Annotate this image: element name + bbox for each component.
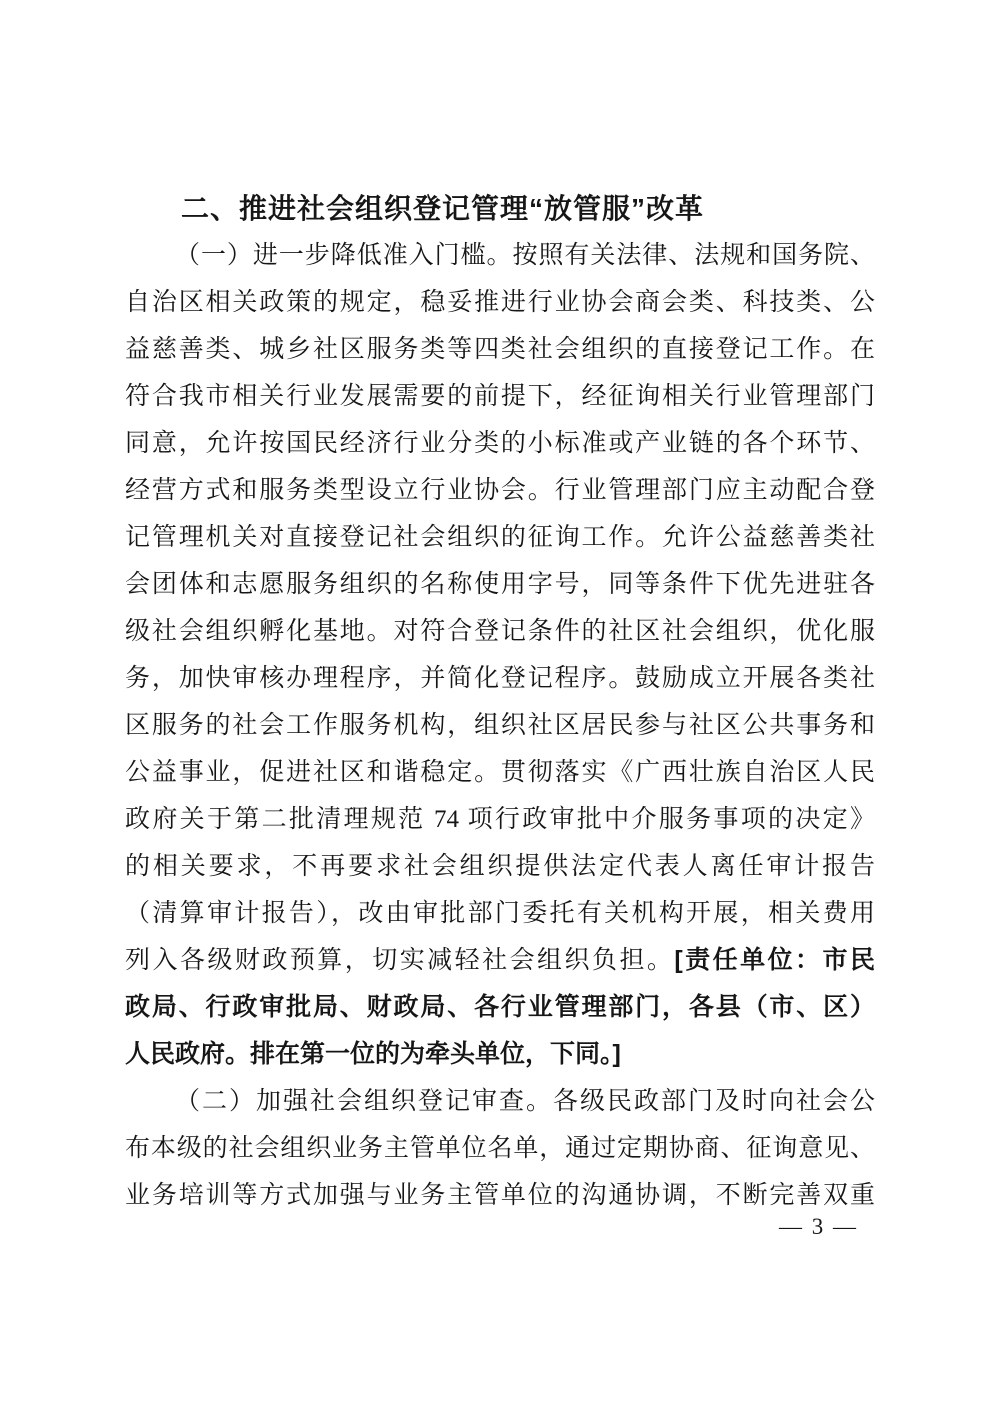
responsibility-unit-line: 政局、行政审批局、财政局、各行业管理部门，各县（市、区） [125, 993, 875, 1021]
paragraph-1-line: 符合我市相关行业发展需要的前提下，经征询相关行业管理部门 [125, 383, 875, 410]
paragraph-1-line: 政府关于第二批清理规范 74 项行政审批中介服务事项的决定》 [125, 806, 875, 833]
document-body [125, 185, 875, 1219]
responsibility-unit-line: 人民政府。排在第一位的为牵头单位，下同。] [125, 1040, 621, 1068]
section-heading: 二、推进社会组织登记管理“放管服”改革 [181, 193, 705, 224]
paragraph-2-line: 布本级的社会组织业务主管单位名单，通过定期协商、征询意见、 [125, 1135, 875, 1162]
paragraph-2-line: （二）加强社会组织登记审查。各级民政部门及时向社会公 [175, 1088, 875, 1115]
paragraph-1-line: 自治区相关政策的规定，稳妥推进行业协会商会类、科技类、公 [125, 289, 875, 316]
paragraph-1-line: 级社会组织孵化基地。对符合登记条件的社区社会组织，优化服 [125, 618, 875, 645]
paragraph-1-line: 益慈善类、城乡社区服务类等四类社会组织的直接登记工作。在 [125, 336, 875, 363]
paragraph-1-line: 区服务的社会工作服务机构，组织社区居民参与社区公共事务和 [125, 712, 875, 739]
paragraph-1-line: 会团体和志愿服务组织的名称使用字号，同等条件下优先进驻各 [125, 571, 875, 598]
responsibility-unit-label: [责任单位：市民 [674, 946, 875, 974]
paragraph-1-line: 经营方式和服务类型设立行业协会。行业管理部门应主动配合登 [125, 477, 875, 504]
paragraph-2-line: 业务培训等方式加强与业务主管单位的沟通协调，不断完善双重 [125, 1182, 875, 1209]
paragraph-1-line-with-responsibility [125, 937, 875, 984]
paragraph-1-line: 公益事业，促进社区和谐稳定。贯彻落实《广西壮族自治区人民 [125, 759, 875, 786]
paragraph-1-line: （一）进一步降低准入门槛。按照有关法律、法规和国务院、 [175, 242, 875, 269]
paragraph-1-line: 同意，允许按国民经济行业分类的小标准或产业链的各个环节、 [125, 430, 875, 457]
paragraph-1-line: 务，加快审核办理程序，并简化登记程序。鼓励成立开展各类社 [125, 665, 875, 692]
paragraph-1-line: （清算审计报告），改由审批部门委托有关机构开展，相关费用 [125, 900, 875, 927]
page-number: — 3 — [779, 1214, 858, 1239]
paragraph-1-line: 的相关要求，不再要求社会组织提供法定代表人离任审计报告 [125, 853, 875, 880]
paragraph-1-text: 列入各级财政预算，切实减轻社会组织负担。 [125, 947, 675, 974]
paragraph-1-line: 记管理机关对直接登记社会组织的征询工作。允许公益慈善类社 [125, 524, 875, 551]
